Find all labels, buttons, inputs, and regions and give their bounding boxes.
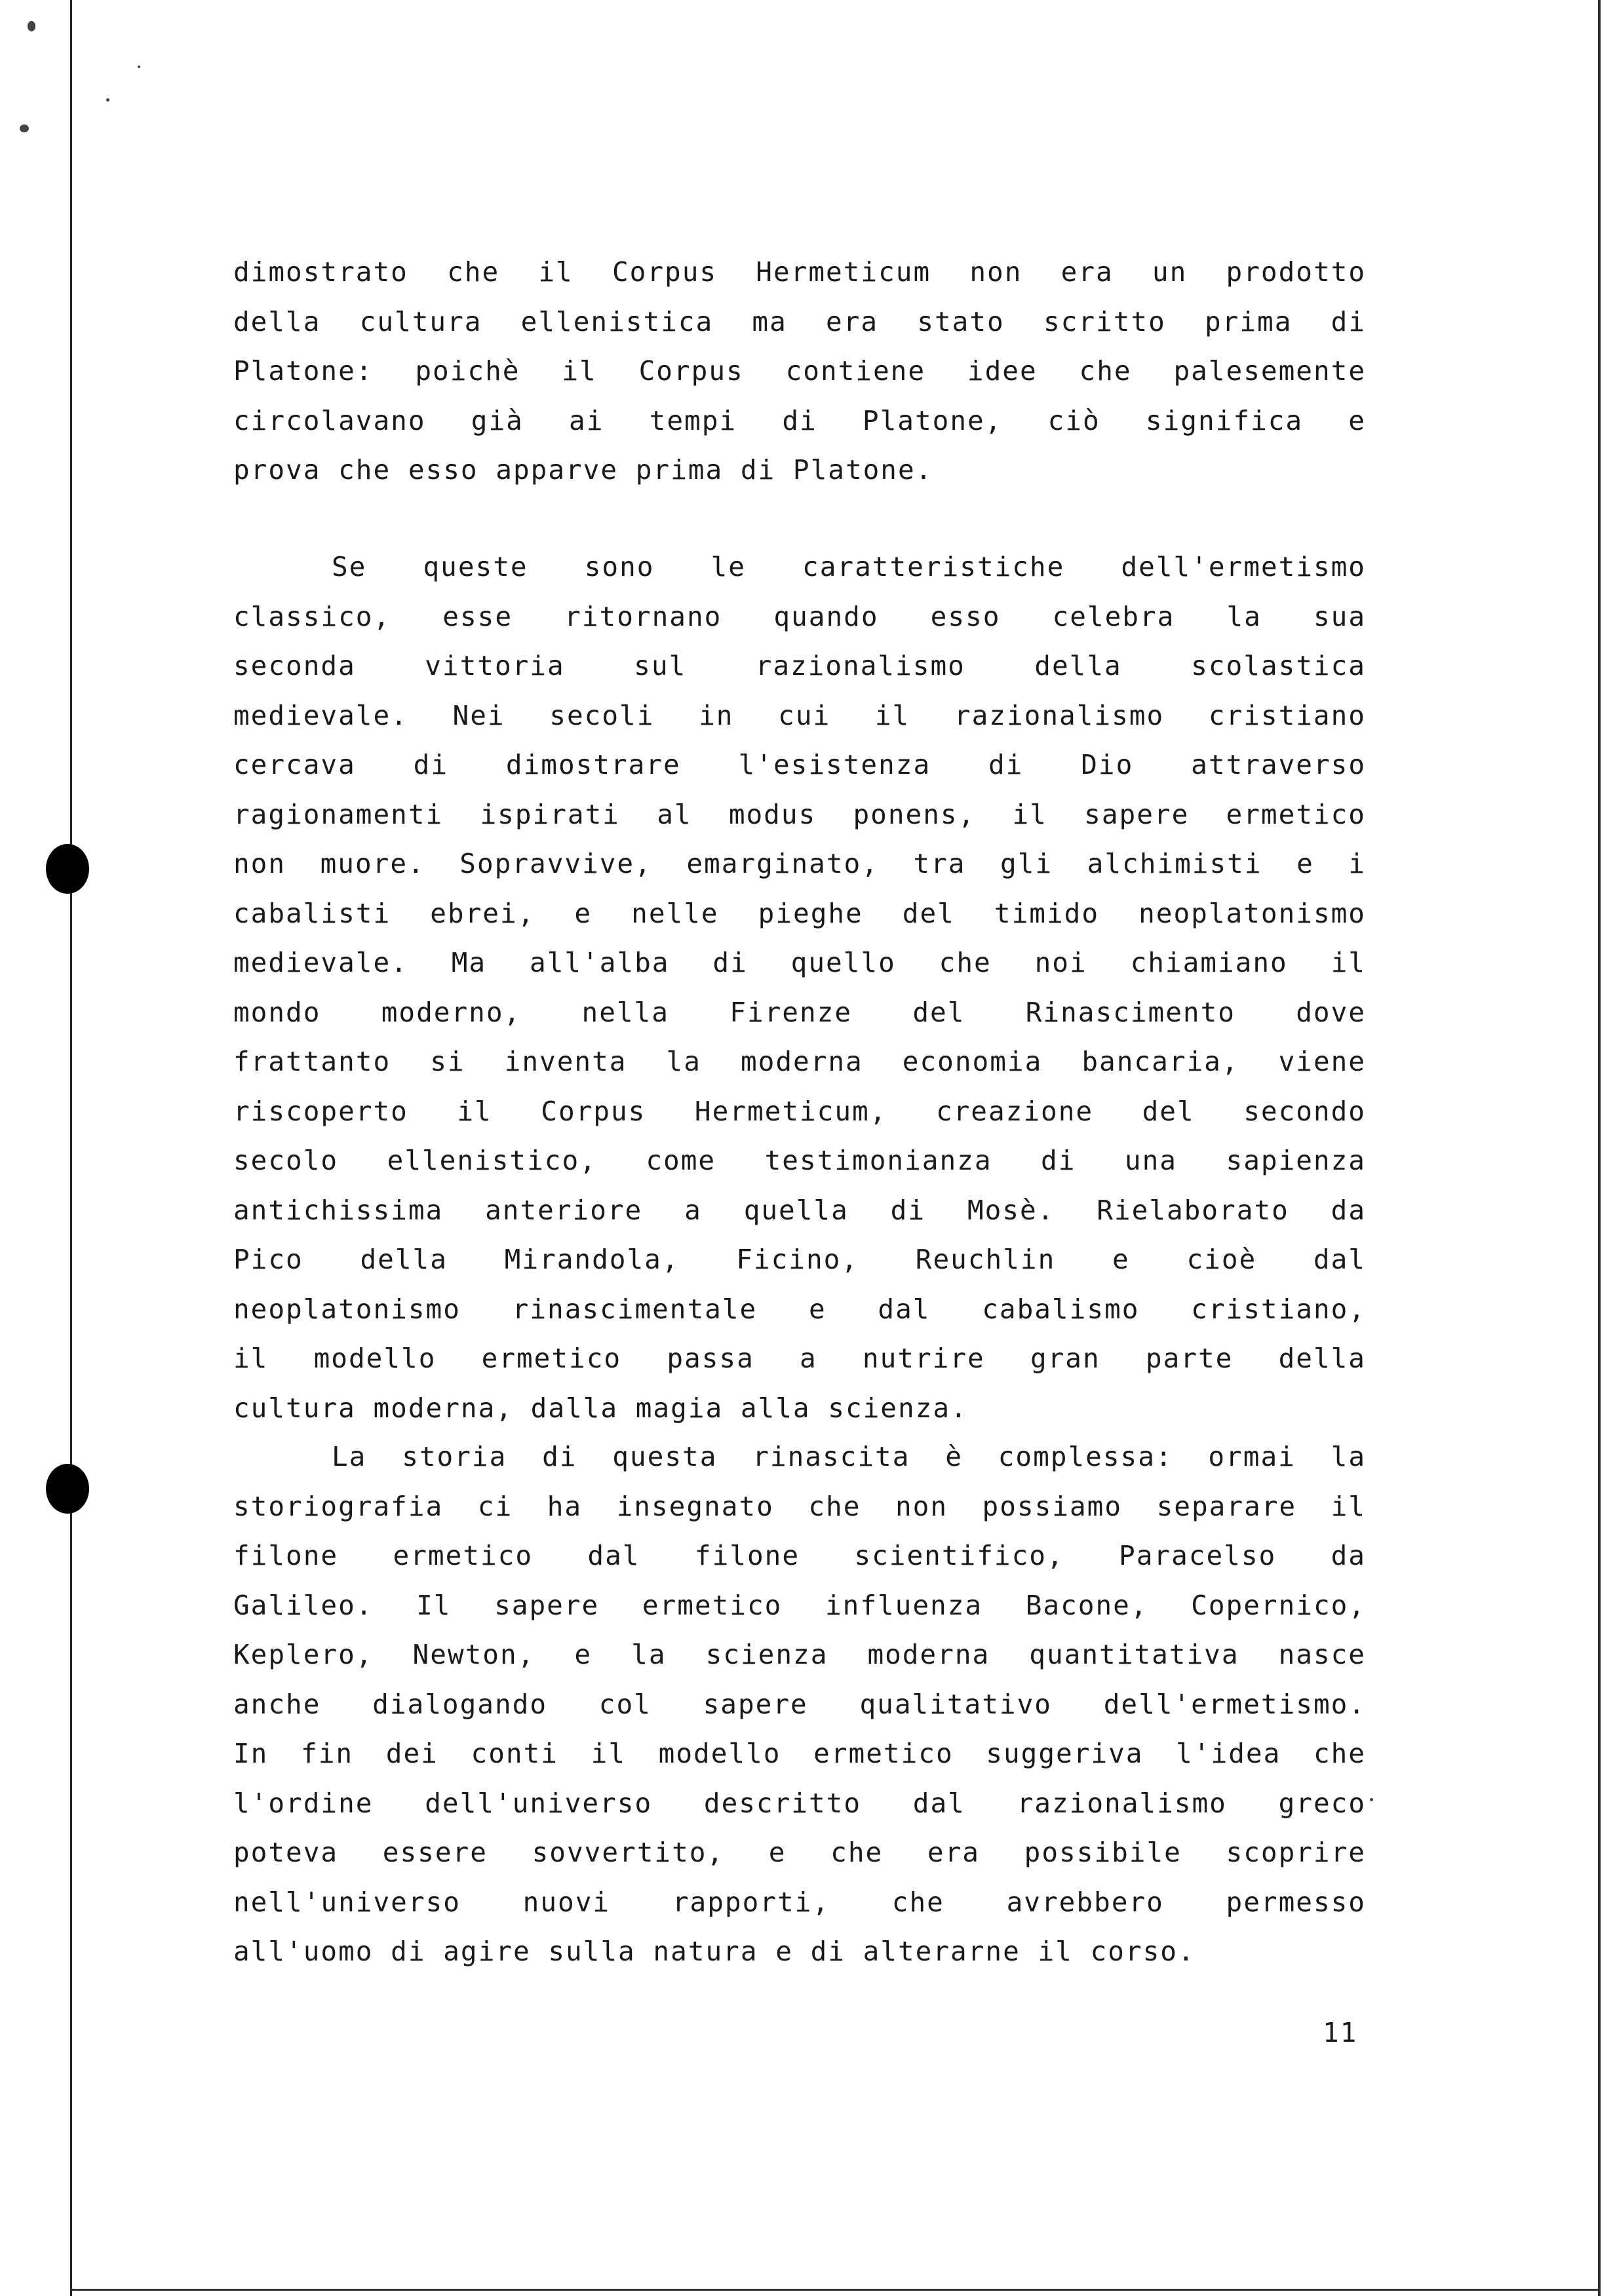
- text-line: non muore. Sopravvive, emarginato, tra gli alchimisti e i: [233, 848, 1366, 879]
- page-number: 11: [1323, 2017, 1358, 2048]
- bottom-page-edge: [72, 2289, 1599, 2291]
- scan-speck: [28, 21, 35, 31]
- binding-margin-line: [70, 0, 72, 2296]
- text-line: prova che esso apparve prima di Platone.: [233, 454, 933, 486]
- scan-speck: [1370, 1798, 1373, 1801]
- scan-speck: [106, 98, 109, 102]
- text-line: classico, esse ritornano quando esso celebra la sua: [233, 600, 1366, 632]
- text-line: circolavano già ai tempi di Platone, ciò significa e: [233, 404, 1366, 436]
- text-line: seconda vittoria sul razionalismo della scolastica: [233, 650, 1366, 681]
- text-line: frattanto si inventa la moderna economia bancaria, viene: [233, 1046, 1366, 1077]
- text-line: La storia di questa rinascita è complessa: ormai la: [332, 1441, 1366, 1472]
- text-line: cercava di dimostrare l'esistenza di Dio attraverso: [233, 749, 1366, 780]
- punch-hole-lower: [46, 1464, 89, 1514]
- paragraph-1: [233, 248, 1366, 495]
- text-line: In fin dei conti il modello ermetico suggeriva l'idea che: [233, 1738, 1366, 1769]
- text-line: all'uomo di agire sulla natura e di alterarne il corso.: [233, 1936, 1196, 1967]
- text-line: ragionamenti ispirati al modus ponens, il sapere ermetico: [233, 798, 1366, 830]
- text-line: l'ordine dell'universo descritto dal razionalismo greco: [233, 1787, 1366, 1819]
- scan-speck: [138, 66, 140, 68]
- text-line: anche dialogando col sapere qualitativo dell'ermetismo.: [233, 1688, 1366, 1720]
- text-line: nell'universo nuovi rapporti, che avrebbero permesso: [233, 1886, 1366, 1918]
- text-line: Pico della Mirandola, Ficino, Reuchlin e cioè dal: [233, 1244, 1366, 1275]
- paragraph-3: [233, 1432, 1366, 1977]
- text-line: il modello ermetico passa a nutrire gran parte della: [233, 1343, 1366, 1374]
- paragraph-2: [233, 543, 1366, 1433]
- text-line: medievale. Nei secoli in cui il razionalismo cristiano: [233, 699, 1366, 731]
- text-line: Se queste sono le caratteristiche dell'ermetismo: [332, 551, 1366, 583]
- text-line: medievale. Ma all'alba di quello che noi chiamiano il: [233, 947, 1366, 978]
- punch-hole-upper: [46, 844, 89, 894]
- text-line: antichissima anteriore a quella di Mosè. Rielaborato da: [233, 1194, 1366, 1226]
- text-line: Keplero, Newton, e la scienza moderna quantitativa nasce: [233, 1639, 1366, 1670]
- text-line: mondo moderno, nella Firenze del Rinascimento dove: [233, 996, 1366, 1028]
- text-line: storiografia ci ha insegnato che non possiamo separare il: [233, 1490, 1366, 1522]
- scan-speck: [20, 124, 29, 132]
- text-line: Galileo. Il sapere ermetico influenza Bacone, Copernico,: [233, 1589, 1366, 1621]
- text-line: secolo ellenistico, come testimonianza di una sapienza: [233, 1145, 1366, 1176]
- text-line: poteva essere sovvertito, e che era possibile scoprire: [233, 1837, 1366, 1868]
- text-line: cultura moderna, dalla magia alla scienza.: [233, 1392, 968, 1424]
- text-line: Platone: poichè il Corpus contiene idee che palesemente: [233, 355, 1366, 387]
- text-line: dimostrato che il Corpus Hermeticum non era un prodotto: [233, 256, 1366, 288]
- text-line: cabalisti ebrei, e nelle pieghe del timido neoplatonismo: [233, 897, 1366, 929]
- text-line: riscoperto il Corpus Hermeticum, creazione del secondo: [233, 1095, 1366, 1127]
- text-line: della cultura ellenistica ma era stato scritto prima di: [233, 305, 1366, 337]
- right-page-edge: [1598, 0, 1601, 2296]
- text-line: filone ermetico dal filone scientifico, Paracelso da: [233, 1540, 1366, 1571]
- text-line: neoplatonismo rinascimentale e dal cabalismo cristiano,: [233, 1293, 1366, 1325]
